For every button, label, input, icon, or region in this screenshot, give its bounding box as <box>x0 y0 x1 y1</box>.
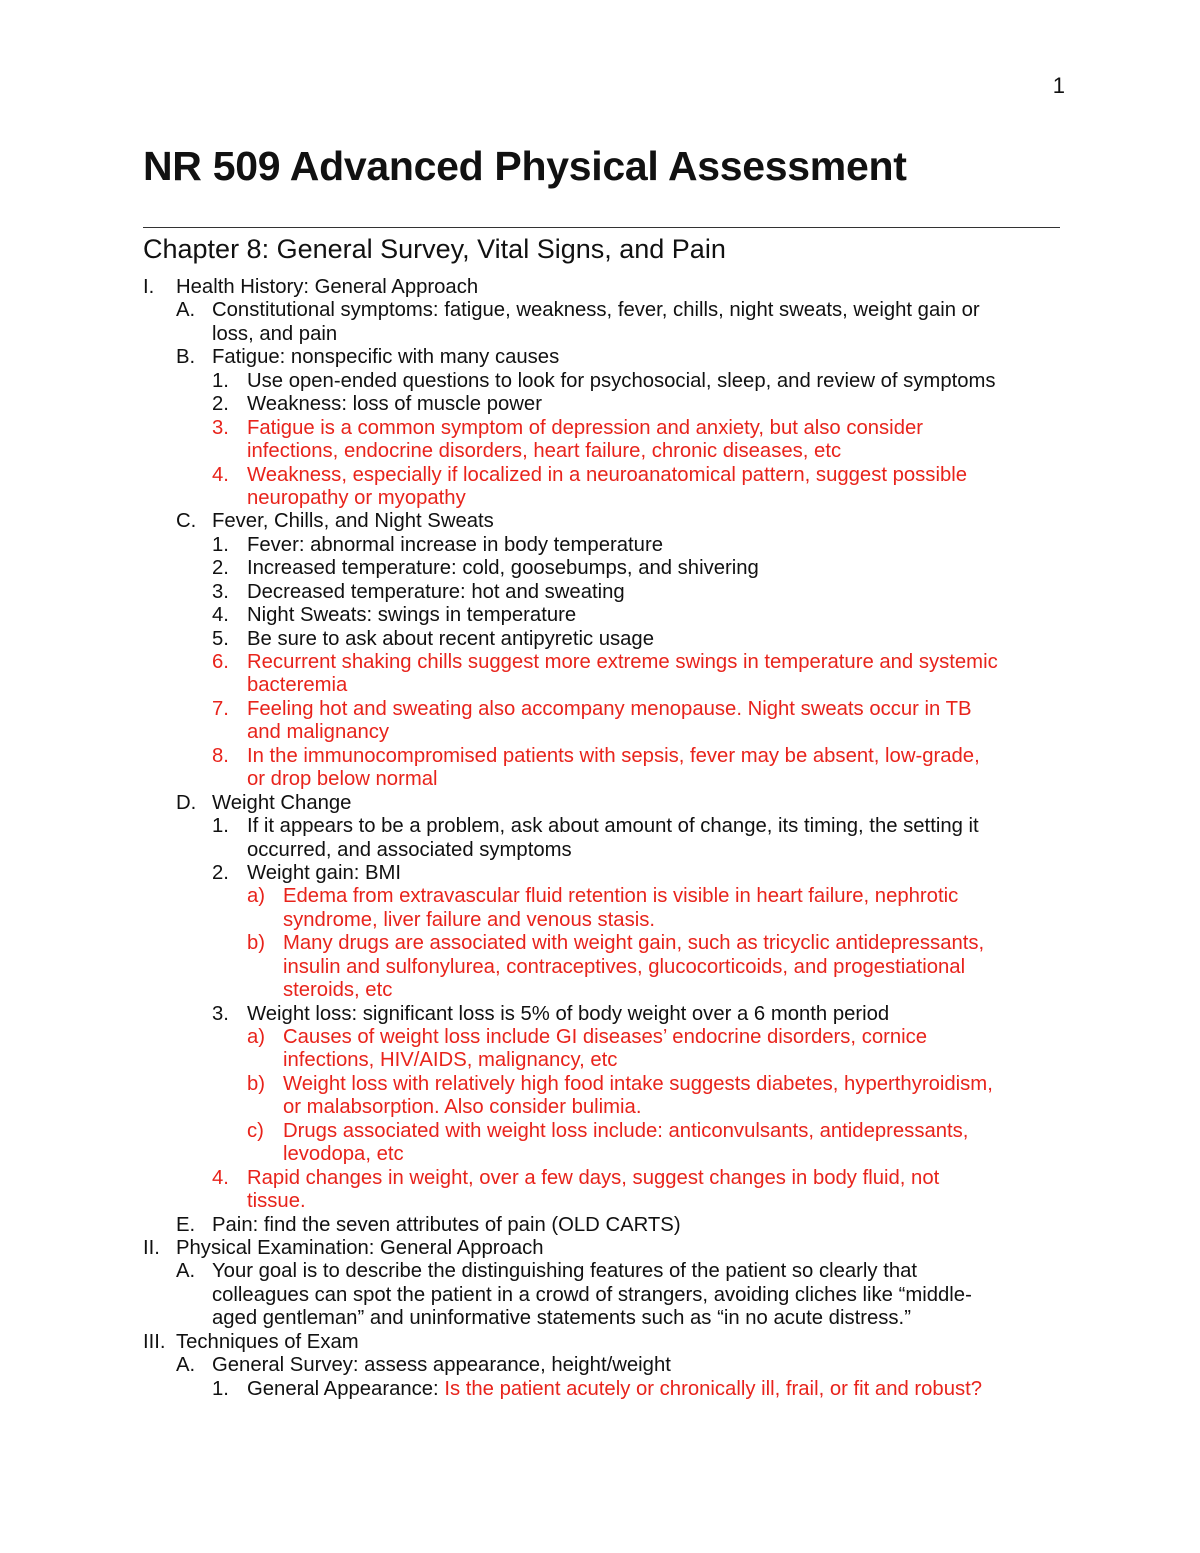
outline-text-segment: Night Sweats: swings in temperature <box>247 604 577 627</box>
outline-text <box>247 464 967 487</box>
outline-text <box>212 1214 681 1237</box>
outline-line-level-2 <box>0 346 1200 369</box>
outline-marker: II. <box>143 1236 160 1259</box>
outline-text-segment: Rapid changes in weight, over a few days, suggest changes in body fluid, not <box>247 1166 940 1189</box>
outline-marker: 7. <box>212 697 229 720</box>
outline-text-segment: Your goal is to describe the distinguishing features of the patient so clearly that <box>212 1260 918 1283</box>
outline-text <box>283 979 392 1002</box>
outline-text-segment: insulin and sulfonylurea, contraceptives, glucocorticoids, and progestiational <box>283 955 966 978</box>
outline-marker: A. <box>176 299 196 322</box>
outline-text <box>212 346 559 369</box>
outline-text <box>283 909 655 932</box>
outline-text-segment: Drugs associated with weight loss include: anticonvulsants, antidepressants, <box>283 1119 969 1142</box>
outline-text-segment: bacteremia <box>247 674 348 697</box>
outline-text-segment: Techniques of Exam <box>176 1330 359 1353</box>
outline-text-segment: In the immunocompromised patients with sepsis, fever may be absent, low-grade, <box>247 744 980 767</box>
outline-line-level-3 <box>0 768 1200 791</box>
outline-marker: a) <box>247 885 266 908</box>
outline-marker: I. <box>143 276 155 298</box>
outline-text-segment: Constitutional symptoms: fatigue, weakness, fever, chills, night sweats, weight gain or <box>212 299 980 322</box>
outline-marker: 2. <box>212 861 229 884</box>
outline-marker: 4. <box>212 604 229 627</box>
outline-text-segment: Use open-ended questions to look for psychosocial, sleep, and review of symptoms <box>247 369 996 392</box>
outline-text <box>247 604 576 627</box>
outline-text <box>247 674 347 697</box>
outline-line-level-1 <box>0 276 1200 299</box>
outline-text <box>212 299 980 322</box>
outline-text-segment: infections, endocrine disorders, heart failure, chronic diseases, etc <box>247 440 842 463</box>
outline-text <box>283 1096 641 1119</box>
outline-text-segment: Be sure to ask about recent antipyretic usage <box>247 627 654 650</box>
outline-text-segment: Decreased temperature: hot and sweating <box>247 580 625 603</box>
outline-text-segment: occurred, and associated symptoms <box>247 838 572 861</box>
outline-marker: 3. <box>212 1002 229 1025</box>
outline-text <box>247 581 625 604</box>
outline-text-segment: aged gentleman” and uninformative statements such as “in no acute distress.” <box>212 1307 911 1330</box>
outline-text-segment: Fatigue is a common symptom of depression and anxiety, but also consider <box>247 416 924 439</box>
outline-text-segment: Fever, Chills, and Night Sweats <box>212 510 494 533</box>
document-title: NR 509 Advanced Physical Assessment <box>143 143 907 189</box>
outline-line-level-3 <box>0 393 1200 416</box>
outline-marker: 1. <box>212 815 229 838</box>
outline-text <box>212 510 494 533</box>
outline-line-level-4 <box>0 909 1200 932</box>
outline-marker: b) <box>247 932 266 955</box>
outline-text <box>283 885 958 908</box>
outline-line-level-4 <box>0 1026 1200 1049</box>
outline-text <box>247 628 654 651</box>
outline-text <box>283 1120 968 1143</box>
outline-line-level-2 <box>0 299 1200 322</box>
outline-text <box>247 440 841 463</box>
outline-marker: 3. <box>212 416 229 439</box>
outline-line-level-3 <box>0 674 1200 697</box>
outline-text <box>247 557 759 580</box>
outline-text-segment: or malabsorption. Also consider bulimia. <box>283 1096 642 1119</box>
outline-line-level-2 <box>0 1354 1200 1377</box>
outline-text <box>283 1073 993 1096</box>
outline-text <box>176 276 478 299</box>
outline-text-segment: Fatigue: nonspecific with many causes <box>212 346 560 369</box>
outline-marker: 2. <box>212 557 229 580</box>
outline-text-highlight: Is the patient acutely or chronically ill, frail, or fit and robust? <box>444 1377 983 1400</box>
outline-text <box>247 393 542 416</box>
outline-line-level-1 <box>0 1331 1200 1354</box>
outline-text-segment: colleagues can spot the patient in a crowd of strangers, avoiding cliches like “middle- <box>212 1283 972 1306</box>
outline-text-segment: levodopa, etc <box>283 1143 404 1166</box>
outline-marker: 1. <box>212 533 229 556</box>
outline-text-segment: Fever: abnormal increase in body temperature <box>247 533 663 556</box>
outline-line-level-3 <box>0 839 1200 862</box>
outline-text-segment: Recurrent shaking chills suggest more extreme swings in temperature and systemic <box>247 651 998 673</box>
outline-line-level-4 <box>0 885 1200 908</box>
page-number: 1 <box>1052 73 1065 98</box>
outline-text <box>283 956 965 979</box>
outline-text <box>247 1003 889 1026</box>
outline-marker: 1. <box>212 1377 229 1400</box>
outline-text-segment: Weakness, especially if localized in a neuroanatomical pattern, suggest possible <box>247 463 968 486</box>
outline-text-segment: tissue. <box>247 1190 306 1213</box>
outline-text <box>212 792 351 815</box>
outline-line-level-3 <box>0 862 1200 885</box>
outline-line-level-3 <box>0 417 1200 440</box>
outline-text-segment: Edema from extravascular fluid retention is visible in heart failure, nephrotic <box>283 885 959 908</box>
outline-line-level-4 <box>0 1096 1200 1119</box>
outline-text-segment: If it appears to be a problem, ask about amount of change, its timing, the setting it <box>247 815 979 838</box>
outline-text <box>247 721 389 744</box>
outline-text <box>247 768 438 791</box>
outline-line-level-3 <box>0 604 1200 627</box>
outline-text-segment: General Appearance: <box>247 1377 445 1400</box>
outline-text <box>176 1331 359 1354</box>
outline-line-level-3 <box>0 464 1200 487</box>
outline-line-level-2 <box>0 792 1200 815</box>
outline-marker: 8. <box>212 744 229 767</box>
outline-line-level-4 <box>0 1049 1200 1072</box>
outline-marker: B. <box>176 346 196 369</box>
outline-text-segment: Weight loss: significant loss is 5% of body weight over a 6 month period <box>247 1002 890 1025</box>
outline-text <box>212 1307 911 1330</box>
outline-text <box>247 745 980 768</box>
outline-text <box>283 1143 404 1166</box>
outline-text <box>283 932 984 955</box>
outline-line-level-3 <box>0 815 1200 838</box>
outline-text <box>212 323 337 346</box>
outline-text <box>247 839 572 862</box>
outline-text-segment: Causes of weight loss include GI diseases’ endocrine disorders, cornice <box>283 1026 928 1048</box>
outline-text-segment: infections, HIV/AIDS, malignancy, etc <box>283 1049 618 1072</box>
title-divider <box>143 227 1060 228</box>
outline-line-level-4 <box>0 1120 1200 1143</box>
outline-text <box>283 1026 927 1049</box>
outline-line-level-2 <box>0 510 1200 533</box>
outline-line-level-3 <box>0 745 1200 768</box>
outline-line-level-3 <box>0 628 1200 651</box>
outline-line-level-3 <box>0 698 1200 721</box>
outline-line-level-3 <box>0 721 1200 744</box>
outline-line-level-3 <box>0 370 1200 393</box>
outline-text-segment: syndrome, liver failure and venous stasis. <box>283 908 655 931</box>
outline-marker: C. <box>176 510 197 533</box>
outline-marker: b) <box>247 1072 266 1095</box>
outline-text-segment: or drop below normal <box>247 768 438 791</box>
outline-text-segment: neuropathy or myopathy <box>247 486 466 509</box>
outline-line-level-1 <box>0 1237 1200 1260</box>
outline-text-segment: Physical Examination: General Approach <box>176 1236 544 1259</box>
outline-text-segment: Pain: find the seven attributes of pain (OLD CARTS) <box>212 1213 681 1236</box>
outline-line-level-3 <box>0 1003 1200 1026</box>
outline-text <box>283 1049 617 1072</box>
outline-text-segment: Feeling hot and sweating also accompany menopause. Night sweats occur in TB <box>247 697 972 720</box>
outline-marker: A. <box>176 1354 196 1377</box>
outline-marker: 6. <box>212 651 229 673</box>
outline-text-segment: Many drugs are associated with weight gain, such as tricyclic antidepressants, <box>283 932 985 955</box>
outline-text-segment: loss, and pain <box>212 322 338 345</box>
outline-line-level-3 <box>0 651 1200 674</box>
outline-list <box>0 276 1200 1401</box>
outline-marker: 1. <box>212 369 229 392</box>
outline-line-level-3 <box>0 440 1200 463</box>
outline-text-segment: and malignancy <box>247 721 390 744</box>
outline-marker: 5. <box>212 627 229 650</box>
outline-text <box>247 815 979 838</box>
outline-line-level-3 <box>0 1190 1200 1213</box>
outline-text <box>247 1190 306 1213</box>
outline-marker: a) <box>247 1026 266 1048</box>
outline-text <box>247 417 923 440</box>
outline-text <box>212 1284 972 1307</box>
outline-marker: D. <box>176 791 197 814</box>
chapter-heading: Chapter 8: General Survey, Vital Signs, and Pain <box>143 234 726 264</box>
outline-line-level-2 <box>0 1307 1200 1330</box>
outline-line-level-3 <box>0 534 1200 557</box>
outline-text <box>212 1260 917 1283</box>
outline-line-level-4 <box>0 956 1200 979</box>
outline-line-level-2 <box>0 1260 1200 1283</box>
outline-marker: III. <box>143 1330 166 1353</box>
outline-text-segment: Weight Change <box>212 791 352 814</box>
outline-text <box>247 1167 939 1190</box>
outline-line-level-2 <box>0 323 1200 346</box>
outline-marker: c) <box>247 1119 264 1142</box>
outline-line-level-3 <box>0 1378 1200 1401</box>
outline-text <box>247 698 972 721</box>
outline-line-level-4 <box>0 932 1200 955</box>
outline-line-level-3 <box>0 1167 1200 1190</box>
outline-line-level-2 <box>0 1284 1200 1307</box>
outline-text <box>247 862 401 885</box>
outline-line-level-4 <box>0 979 1200 1002</box>
outline-line-level-2 <box>0 1214 1200 1237</box>
outline-text-segment: steroids, etc <box>283 979 393 1002</box>
outline-marker: A. <box>176 1260 196 1283</box>
outline-text-segment: Increased temperature: cold, goosebumps, and shivering <box>247 557 759 580</box>
outline-text-segment: General Survey: assess appearance, height/weight <box>212 1354 671 1377</box>
outline-text <box>247 534 663 557</box>
outline-text <box>176 1237 544 1260</box>
outline-text <box>247 651 998 674</box>
outline-marker: 4. <box>212 1166 229 1189</box>
outline-text-segment: Weight loss with relatively high food intake suggests diabetes, hyperthyroidism, <box>283 1072 993 1095</box>
outline-marker: 3. <box>212 580 229 603</box>
outline-text <box>247 487 466 510</box>
outline-text-segment: Weight gain: BMI <box>247 861 402 884</box>
outline-text-segment: Health History: General Approach <box>176 276 479 298</box>
outline-line-level-3 <box>0 557 1200 580</box>
outline-marker: 4. <box>212 463 229 486</box>
outline-line-level-4 <box>0 1143 1200 1166</box>
outline-marker: 2. <box>212 393 229 416</box>
outline-text <box>247 370 996 393</box>
outline-line-level-4 <box>0 1073 1200 1096</box>
outline-text <box>247 1378 982 1401</box>
outline-text <box>212 1354 671 1377</box>
outline-line-level-3 <box>0 487 1200 510</box>
outline-line-level-3 <box>0 581 1200 604</box>
outline-marker: E. <box>176 1213 196 1236</box>
outline-text-segment: Weakness: loss of muscle power <box>247 393 542 416</box>
